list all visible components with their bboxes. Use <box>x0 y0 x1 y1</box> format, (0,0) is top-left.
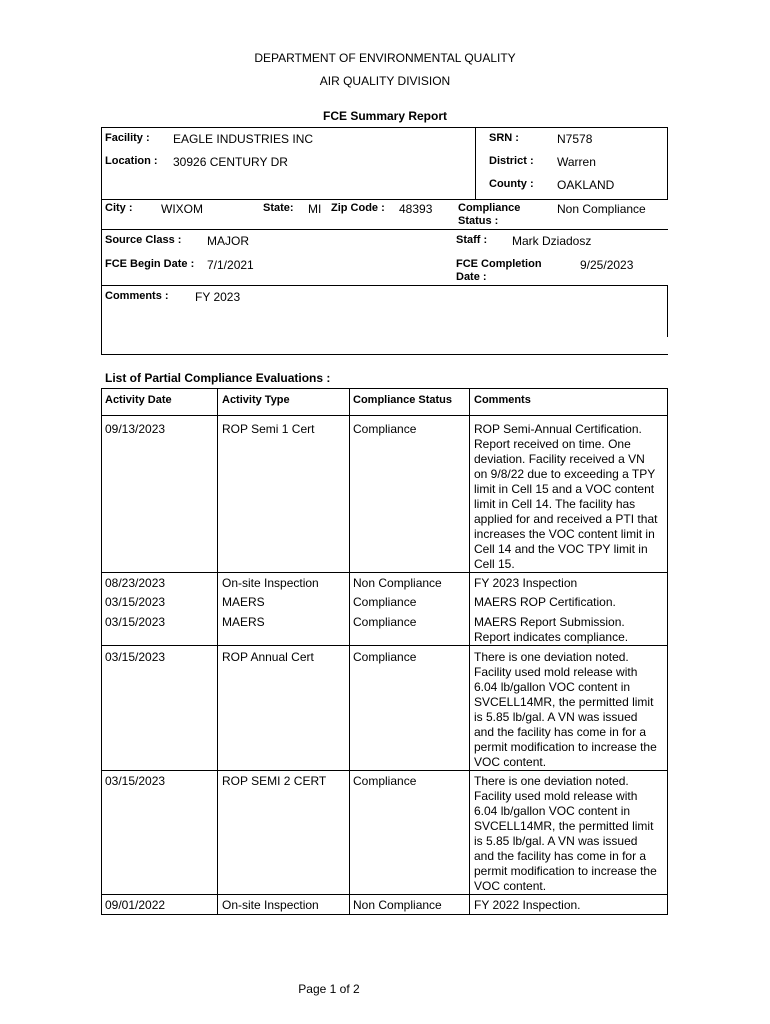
row-compliance-status: Non Compliance <box>353 576 442 590</box>
row-activity-type: MAERS <box>222 615 265 629</box>
comment-line: and the facility has come in for a <box>474 849 647 863</box>
row-activity-type: ROP Annual Cert <box>222 650 314 664</box>
fce-completion-label: FCE Completion <box>456 258 542 270</box>
comment-line: increases the VOC content limit in <box>474 527 655 541</box>
county-value: OAKLAND <box>557 178 615 192</box>
compliance-status-label-2: Status : <box>458 215 499 227</box>
page-number: Page 1 of 2 <box>298 982 360 996</box>
fce-begin-value: 7/1/2021 <box>207 258 254 272</box>
comment-line: on 9/8/22 due to exceeding a TPY <box>474 467 656 481</box>
row-compliance-status: Compliance <box>353 774 417 788</box>
row-compliance-status: Compliance <box>353 422 417 436</box>
source-class-label: Source Class : <box>105 234 182 246</box>
row-activity-type: MAERS <box>222 595 265 609</box>
county-label: County : <box>489 178 534 190</box>
row-comments <box>474 650 668 770</box>
comments-label: Comments : <box>105 290 169 302</box>
comment-line: Cell 15. <box>474 557 515 571</box>
comment-line: applied for and received a PTI that <box>474 512 658 526</box>
staff-value: Mark Dziadosz <box>512 234 592 248</box>
row-comments <box>474 422 668 572</box>
comments-value: FY 2023 <box>195 290 241 304</box>
row-comments <box>474 898 668 913</box>
comment-line: VOC content. <box>474 879 547 893</box>
comment-line: SVCELL14MR, the permitted limit <box>474 819 654 833</box>
facility-label: Facility : <box>105 132 150 144</box>
comment-line: permit modification to increase the <box>474 740 657 754</box>
row-compliance-status: Compliance <box>353 615 417 629</box>
row-compliance-status: Compliance <box>353 595 417 609</box>
comment-line: There is one deviation noted. <box>474 650 629 664</box>
row-activity-date: 08/23/2023 <box>105 576 166 590</box>
column-header-activity-type: Activity Type <box>222 394 290 406</box>
comment-line: Report indicates compliance. <box>474 630 629 644</box>
fce-completion-label-2: Date : <box>456 271 487 283</box>
city-label: City : <box>105 202 133 214</box>
comment-line: VOC content. <box>474 755 547 769</box>
row-activity-date: 09/13/2023 <box>105 422 166 436</box>
row-activity-type: On-site Inspection <box>222 898 319 912</box>
comment-line: MAERS ROP Certification. <box>474 595 616 609</box>
comment-line: Report received on time. One <box>474 437 631 451</box>
department-title: DEPARTMENT OF ENVIRONMENTAL QUALITY <box>254 51 516 65</box>
comment-line: is 5.85 lb/gal. A VN was issued <box>474 834 638 848</box>
comment-line: FY 2023 Inspection <box>474 576 578 590</box>
row-activity-date: 03/15/2023 <box>105 595 166 609</box>
location-label: Location : <box>105 155 158 167</box>
row-comments <box>474 615 668 645</box>
column-header-activity-date: Activity Date <box>105 394 172 406</box>
srn-label: SRN : <box>489 132 519 144</box>
row-activity-type: ROP SEMI 2 CERT <box>222 774 327 788</box>
comment-line: SVCELL14MR, the permitted limit <box>474 695 654 709</box>
source-class-value: MAJOR <box>207 234 249 248</box>
fce-begin-label: FCE Begin Date : <box>105 258 195 270</box>
srn-value: N7578 <box>557 132 593 146</box>
comment-line: is 5.85 lb/gal. A VN was issued <box>474 710 638 724</box>
row-compliance-status: Compliance <box>353 650 417 664</box>
state-label: State: <box>263 202 294 214</box>
row-comments <box>474 576 668 591</box>
district-value: Warren <box>557 155 596 169</box>
report-title: FCE Summary Report <box>322 109 448 123</box>
comment-line: permit modification to increase the <box>474 864 657 878</box>
comment-line: Facility used mold release with <box>474 665 638 679</box>
row-activity-type: ROP Semi 1 Cert <box>222 422 315 436</box>
comment-line: ROP Semi-Annual Certification. <box>474 422 642 436</box>
row-comments <box>474 595 668 610</box>
row-compliance-status: Non Compliance <box>353 898 442 912</box>
zip-value: 48393 <box>399 202 433 216</box>
fce-completion-value: 9/25/2023 <box>580 258 634 272</box>
column-header-comments: Comments <box>474 394 531 406</box>
city-value: WIXOM <box>161 202 203 216</box>
row-activity-date: 03/15/2023 <box>105 650 166 664</box>
row-activity-type: On-site Inspection <box>222 576 319 590</box>
comment-line: limit in Cell 15 and a VOC content <box>474 482 655 496</box>
district-label: District : <box>489 155 534 167</box>
comment-line: FY 2022 Inspection. <box>474 898 581 912</box>
comment-line: There is one deviation noted. <box>474 774 629 788</box>
staff-label: Staff : <box>456 234 488 246</box>
state-value: MI <box>308 202 322 216</box>
row-activity-date: 03/15/2023 <box>105 615 166 629</box>
division-title: AIR QUALITY DIVISION <box>319 74 451 88</box>
comment-line: MAERS Report Submission. <box>474 615 625 629</box>
row-activity-date: 03/15/2023 <box>105 774 166 788</box>
compliance-status-value: Non Compliance <box>557 202 646 216</box>
zip-label: Zip Code : <box>331 202 385 214</box>
pce-section-title: List of Partial Compliance Evaluations : <box>105 371 331 385</box>
compliance-status-label: Compliance <box>458 202 521 214</box>
comment-line: limit in Cell 14. The facility has <box>474 497 636 511</box>
comment-line: 6.04 lb/gallon VOC content in <box>474 680 631 694</box>
row-comments <box>474 774 668 894</box>
comment-line: deviation. Facility received a VN <box>474 452 645 466</box>
row-activity-date: 09/01/2022 <box>105 898 166 912</box>
location-value: 30926 CENTURY DR <box>173 155 288 169</box>
column-header-compliance-status: Compliance Status <box>353 394 453 406</box>
comment-line: Cell 14 and the VOC TPY limit in <box>474 542 648 556</box>
facility-value: EAGLE INDUSTRIES INC <box>173 132 314 146</box>
comment-line: and the facility has come in for a <box>474 725 647 739</box>
comment-line: 6.04 lb/gallon VOC content in <box>474 804 631 818</box>
comment-line: Facility used mold release with <box>474 789 638 803</box>
